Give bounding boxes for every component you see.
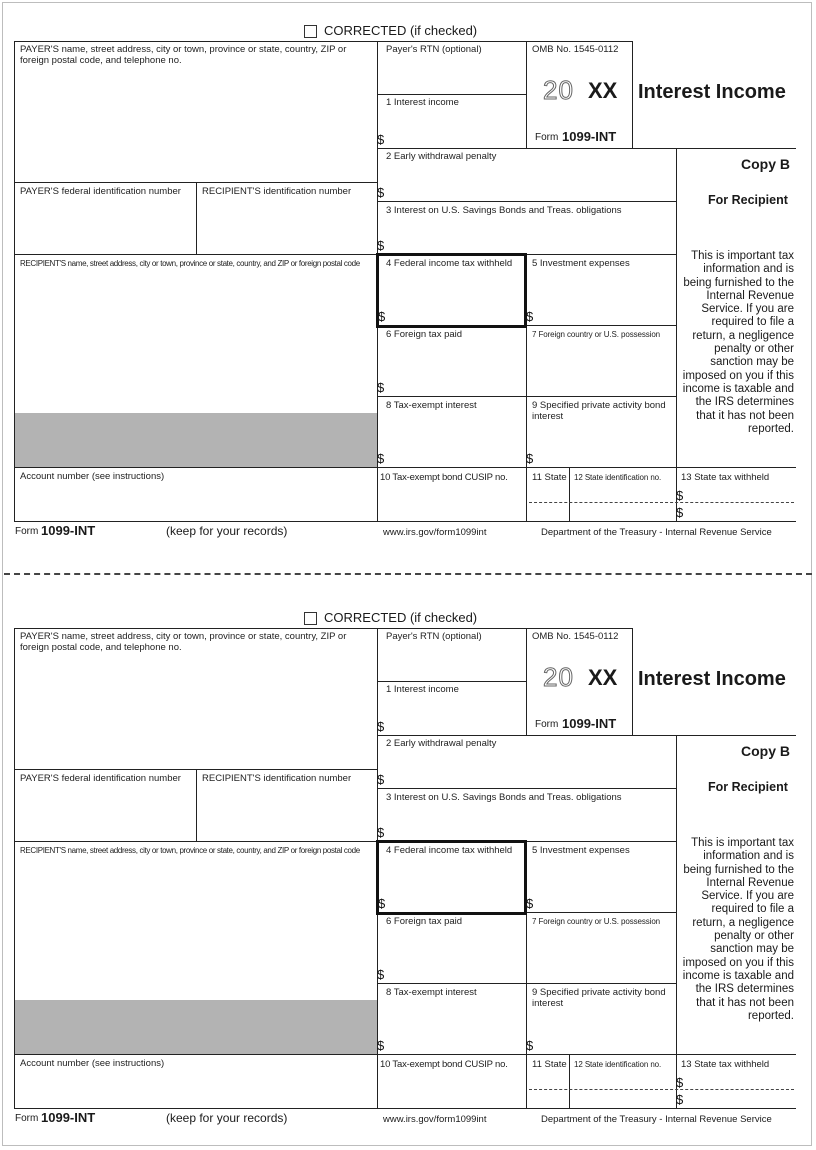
footer-url[interactable]: www.irs.gov/form1099int xyxy=(383,1114,487,1125)
box4-dollar: $ xyxy=(378,309,386,324)
form-word: Form xyxy=(535,719,559,730)
box6-label: 6 Foreign tax paid xyxy=(386,916,463,927)
row-line-2 xyxy=(377,788,676,789)
row-line-1 xyxy=(377,148,796,149)
box1-dollar: $ xyxy=(377,132,385,147)
box2-dollar: $ xyxy=(377,185,385,200)
important-notice: This is important tax information and is being furnished to the Internal Revenue Service. If you are required to file a return, a negligence penalty or other sanction may be imposed on you if this income is taxable and the IRS determines that it has not been reported. xyxy=(682,837,794,1022)
year-suffix: XX xyxy=(588,78,618,103)
box2-dollar: $ xyxy=(377,772,385,787)
box6-label: 6 Foreign tax paid xyxy=(386,329,463,340)
box8-label: 8 Tax-exempt interest xyxy=(386,987,477,998)
footer-keep-records: (keep for your records) xyxy=(166,1111,288,1125)
corrected-label: CORRECTED (if checked) xyxy=(324,23,478,38)
row-line-3 xyxy=(14,841,676,842)
for-recipient-label: For Recipient xyxy=(708,780,788,794)
col-divider-c xyxy=(632,628,633,735)
payer-rtn-label: Payer's RTN (optional) xyxy=(386,631,482,642)
rtn-bottom xyxy=(377,681,526,682)
box9-label: 9 Specified private activity bond interest xyxy=(532,987,666,1009)
account-label: Account number (see instructions) xyxy=(20,1058,165,1069)
omb-label: OMB No. 1545-0112 xyxy=(532,44,619,55)
top-border xyxy=(14,628,632,629)
box7-label: 7 Foreign country or U.S. possession xyxy=(532,330,661,339)
shaded-area xyxy=(15,1000,377,1054)
bottom-border xyxy=(14,1108,796,1109)
top-border xyxy=(14,41,632,42)
tin-divider xyxy=(196,182,197,254)
recipient-tin-label: RECIPIENT'S identification number xyxy=(202,186,352,197)
form-word: Form xyxy=(535,132,559,143)
year-prefix: 20 xyxy=(543,662,574,692)
corrected-checkbox[interactable] xyxy=(304,25,317,38)
form-number: 1099-INT xyxy=(562,129,617,144)
box13-label: 13 State tax withheld xyxy=(681,472,770,483)
box3-dollar: $ xyxy=(377,238,385,253)
box3-label: 3 Interest on U.S. Savings Bonds and Treas. obligations xyxy=(386,205,622,216)
form-title: Interest Income xyxy=(638,668,786,690)
payer-tin-label: PAYER'S federal identification number xyxy=(20,773,181,784)
footer-keep-records: (keep for your records) xyxy=(166,524,288,538)
form-1099-int-copy xyxy=(0,587,816,1147)
box2-label: 2 Early withdrawal penalty xyxy=(386,738,497,749)
copy-label: Copy B xyxy=(741,156,790,172)
box13-dollar-1: $ xyxy=(676,488,684,503)
row-line-1 xyxy=(377,735,796,736)
box13-dollar-2: $ xyxy=(676,1092,684,1107)
recipient-name-label: RECIPIENT'S name, street address, city or town, province or state, country, and ZIP or foreign postal code xyxy=(20,846,360,855)
payer-name-label: PAYER'S name, street address, city or town, province or state, country, ZIP or foreign postal code, and telephone no. xyxy=(20,631,347,653)
box7-label: 7 Foreign country or U.S. possession xyxy=(532,917,661,926)
box4-label: 4 Federal income tax withheld xyxy=(386,258,513,269)
rtn-bottom xyxy=(377,94,526,95)
col-divider-b xyxy=(526,628,527,735)
box5-label: 5 Investment expenses xyxy=(532,845,630,856)
box9-dollar: $ xyxy=(526,451,534,466)
box6-dollar: $ xyxy=(377,380,385,395)
footer-department: Department of the Treasury - Internal Revenue Service xyxy=(541,1114,772,1125)
important-notice: This is important tax information and is being furnished to the Internal Revenue Service. If you are required to file a return, a negligence penalty or other sanction may be imposed on you if this income is taxable and the IRS determines that it has not been reported. xyxy=(682,250,794,435)
box11-label: 11 State xyxy=(532,472,567,483)
bottom-border xyxy=(14,521,796,522)
box8-dollar: $ xyxy=(377,1038,385,1053)
payer-name-label: PAYER'S name, street address, city or town, province or state, country, ZIP or foreign postal code, and telephone no. xyxy=(20,44,347,66)
box12-label: 12 State identification no. xyxy=(574,473,662,482)
box9-label: 9 Specified private activity bond interest xyxy=(532,400,666,422)
box3-label: 3 Interest on U.S. Savings Bonds and Treas. obligations xyxy=(386,792,622,803)
state-row-separator xyxy=(529,1089,794,1090)
col-divider-c xyxy=(632,41,633,148)
form-1099-int-copy xyxy=(0,0,816,560)
recipient-tin-label: RECIPIENT'S identification number xyxy=(202,773,352,784)
box6-dollar: $ xyxy=(377,967,385,982)
col-divider-b xyxy=(526,41,527,148)
footer-form-word: Form xyxy=(15,1113,39,1124)
box3-dollar: $ xyxy=(377,825,385,840)
copy-label: Copy B xyxy=(741,743,790,759)
footer-form-number: 1099-INT xyxy=(41,523,96,538)
row-line-6 xyxy=(14,467,796,468)
corrected-label: CORRECTED (if checked) xyxy=(324,610,478,625)
box1-label: 1 Interest income xyxy=(386,684,459,695)
box5-label: 5 Investment expenses xyxy=(532,258,630,269)
form-title: Interest Income xyxy=(638,81,786,103)
row-line-5 xyxy=(377,396,676,397)
form-number: 1099-INT xyxy=(562,716,617,731)
box10-label: 10 Tax-exempt bond CUSIP no. xyxy=(380,1059,508,1070)
box10-label: 10 Tax-exempt bond CUSIP no. xyxy=(380,472,508,483)
box11-label: 11 State xyxy=(532,1059,567,1070)
col-divider-state xyxy=(569,467,570,521)
col-divider-state xyxy=(569,1054,570,1108)
box13-dollar-1: $ xyxy=(676,1075,684,1090)
box1-label: 1 Interest income xyxy=(386,97,459,108)
account-label: Account number (see instructions) xyxy=(20,471,165,482)
box13-dollar-2: $ xyxy=(676,505,684,520)
box13-label: 13 State tax withheld xyxy=(681,1059,770,1070)
box8-label: 8 Tax-exempt interest xyxy=(386,400,477,411)
box12-label: 12 State identification no. xyxy=(574,1060,662,1069)
footer-form-word: Form xyxy=(15,526,39,537)
box2-label: 2 Early withdrawal penalty xyxy=(386,151,497,162)
row-line-2 xyxy=(377,201,676,202)
box1-dollar: $ xyxy=(377,719,385,734)
box8-dollar: $ xyxy=(377,451,385,466)
recipient-name-label: RECIPIENT'S name, street address, city or town, province or state, country, and ZIP or foreign postal code xyxy=(20,259,360,268)
footer-department: Department of the Treasury - Internal Revenue Service xyxy=(541,527,772,538)
state-row-separator xyxy=(529,502,794,503)
footer-form-number: 1099-INT xyxy=(41,1110,96,1125)
row-line-3 xyxy=(14,254,676,255)
omb-label: OMB No. 1545-0112 xyxy=(532,631,619,642)
box4-dollar: $ xyxy=(378,896,386,911)
box4-label: 4 Federal income tax withheld xyxy=(386,845,513,856)
corrected-checkbox[interactable] xyxy=(304,612,317,625)
year-suffix: XX xyxy=(588,665,618,690)
payer-tin-label: PAYER'S federal identification number xyxy=(20,186,181,197)
tin-divider xyxy=(196,769,197,841)
box5-dollar: $ xyxy=(526,309,534,324)
cut-line xyxy=(4,573,812,575)
row-line-5 xyxy=(377,983,676,984)
footer-url[interactable]: www.irs.gov/form1099int xyxy=(383,527,487,538)
year-prefix: 20 xyxy=(543,75,574,105)
box5-dollar: $ xyxy=(526,896,534,911)
payer-rtn-label: Payer's RTN (optional) xyxy=(386,44,482,55)
shaded-area xyxy=(15,413,377,467)
row-line-6 xyxy=(14,1054,796,1055)
for-recipient-label: For Recipient xyxy=(708,193,788,207)
box9-dollar: $ xyxy=(526,1038,534,1053)
